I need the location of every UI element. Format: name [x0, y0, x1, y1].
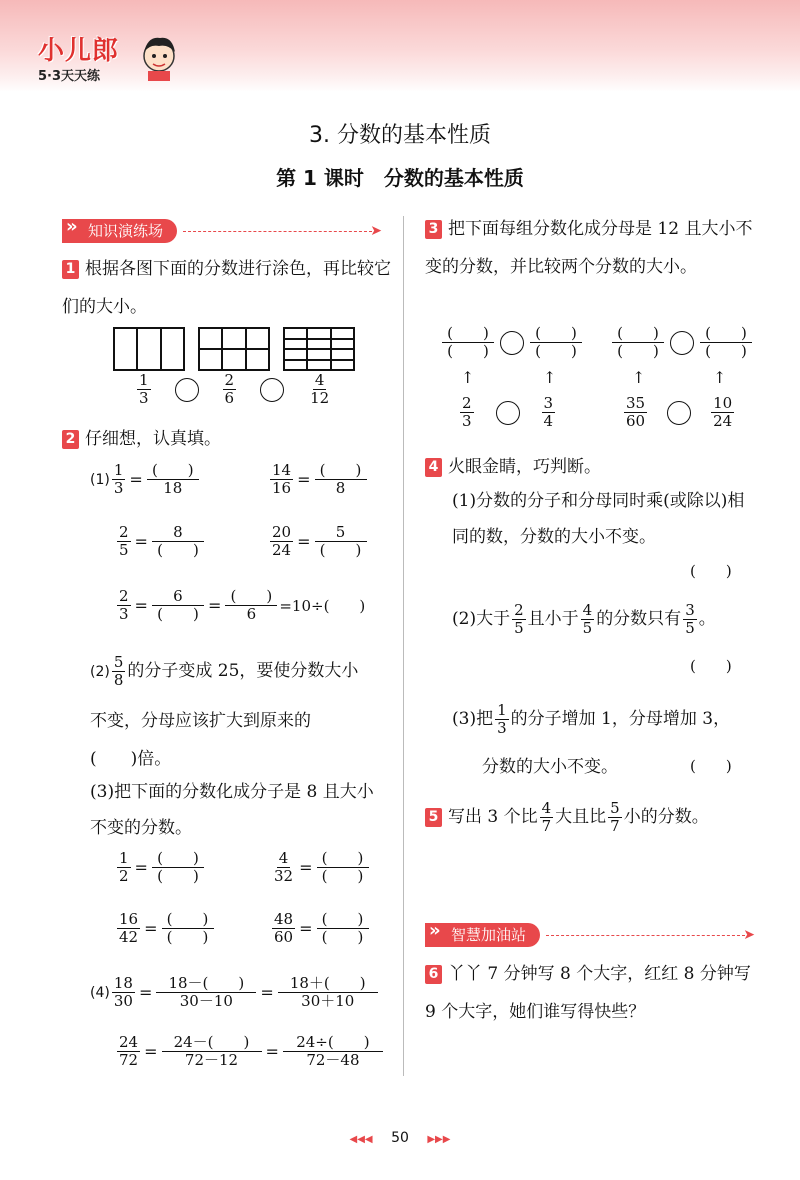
fill-blank[interactable]: $\frac{24\div( )}{72-48}$ [283, 1034, 383, 1069]
fill-blank[interactable]: $\frac{( )}{18}$ [147, 462, 199, 497]
fraction-grid-sixths[interactable] [198, 327, 270, 371]
judge-blank[interactable]: ( ) [690, 562, 732, 580]
column-divider [403, 216, 404, 1076]
fill-blank[interactable]: $\frac{5}{( )}$ [315, 524, 367, 559]
arrow-right-icon: ➤ [743, 927, 755, 943]
compare-circle[interactable] [667, 401, 691, 425]
fraction-grid-thirds[interactable] [113, 327, 185, 371]
fill-blank[interactable]: $\frac{( )}{( )}$ [442, 325, 494, 360]
q2-p2-line3[interactable]: ( )倍。 [90, 749, 172, 769]
fill-blank[interactable]: $\frac{( )}{( )}$ [612, 325, 664, 360]
question-number: 3 [425, 220, 442, 239]
arrow-up-icon: ↑ [713, 368, 727, 387]
q2-p2-line2: 不变，分母应该扩大到原来的 [90, 711, 311, 731]
question-number: 4 [425, 458, 442, 477]
fill-blank[interactable]: $\frac{8}{( )}$ [152, 524, 204, 559]
fraction: $\frac{1}{3}$ [139, 371, 149, 407]
fill-blank[interactable]: $\frac{( )}{( )}$ [530, 325, 582, 360]
q3-blank-pair-2 [610, 325, 754, 360]
arrow-up-icon: ↑ [461, 368, 475, 387]
q2-p3-text: (3)把下面的分数化成分子是 8 且大小不变的分数。 [90, 782, 374, 838]
chapter-title: 3. 分数的基本性质 [309, 123, 491, 148]
q2-p3-row2: $\frac{16}{42}$ = $\frac{( )}{( )}$ [115, 911, 216, 946]
triple-arrow-right-icon: ▶▶▶ [427, 1134, 451, 1145]
fill-blank[interactable]: $\frac{( )}{( )}$ [317, 911, 369, 946]
extension-banner-label: » 智慧加油站 [425, 923, 540, 947]
fraction-grid-twelfths[interactable] [283, 327, 355, 371]
practice-banner-label: » 知识演练场 [62, 219, 177, 243]
q2-p1-chain: $\frac{2}{3}$ = $\frac{6}{( )}$ = $\frac{( )}{6}$ =10÷( ) [119, 587, 366, 623]
arrow-up-icon: ↑ [632, 368, 646, 387]
question-2 [62, 420, 221, 458]
q2-p4-row1: (4) $\frac{18}{30}$ = $\frac{18-( )}{30-10}$ = $\frac{18+( )}{30+10}$ [90, 975, 380, 1010]
question-number: 5 [425, 808, 442, 827]
fill-blank[interactable]: $\frac{( )}{( )}$ [152, 850, 204, 885]
q2-p3-row1b: $\frac{4}{32}$ = $\frac{( )}{( )}$ [270, 850, 371, 885]
q2-p2: (2) $\frac{5}{8}$ 的分子变成 25，要使分数大小 [90, 653, 359, 689]
arrow-right-icon: ➤ [370, 223, 382, 239]
compare-circle[interactable] [500, 331, 524, 355]
judge-blank[interactable]: ( ) [690, 757, 732, 775]
q2-p3-row2b: $\frac{48}{60}$ = $\frac{( )}{( )}$ [270, 911, 371, 946]
fill-blank[interactable]: $\frac{( )}{8}$ [315, 462, 367, 497]
question-2-text: 仔细想，认真填。 [85, 429, 221, 449]
fill-blank[interactable]: $\frac{( )}{6}$ [225, 588, 277, 623]
compare-circle[interactable] [260, 378, 284, 402]
compare-circle[interactable] [670, 331, 694, 355]
fill-blank[interactable]: $\frac{18-( )}{30-10}$ [156, 975, 256, 1010]
fill-blank[interactable]: =10÷( ) [279, 597, 366, 615]
q3-pair-1: $\frac{2}{3}$ $\frac{3}{4}$ [462, 394, 554, 430]
brand-logo [38, 30, 119, 84]
compare-circle[interactable] [496, 401, 520, 425]
q2-p1-row1: (1) $\frac{1}{3}$ = $\frac{( )}{18}$ [90, 462, 201, 497]
q4-statement-2: (2)大于 $\frac{2}{5}$ 且小于 $\frac{4}{5}$ 的分数只有 $\frac{3}{5}$ 。 [452, 601, 716, 637]
q2-p1-row2b: $\frac{20}{24}$ = $\frac{5}{( )}$ [268, 524, 369, 559]
q2-p3-row1: $\frac{1}{2}$ = $\frac{( )}{( )}$ [115, 850, 206, 885]
fill-blank[interactable]: $\frac{6}{( )}$ [152, 588, 204, 623]
fraction: $\frac{2}{6}$ [224, 371, 235, 407]
question-number: 2 [62, 430, 79, 449]
page-number: 50 [391, 1130, 409, 1146]
logo-subtitle: 5·3天天练 [38, 69, 101, 84]
fill-blank[interactable]: $\frac{( )}{( )}$ [700, 325, 752, 360]
fill-blank[interactable]: $\frac{( )}{( )}$ [162, 911, 214, 946]
question-6 [425, 955, 760, 1031]
fill-blank[interactable]: $\frac{( )}{( )}$ [317, 850, 369, 885]
question-number: 1 [62, 260, 79, 279]
question-3 [425, 210, 760, 286]
extension-banner [425, 922, 755, 948]
q4-statement-1: (1)分数的分子和分母同时乘(或除以)相同的数，分数的大小不变。 [452, 491, 745, 547]
question-1 [62, 250, 392, 326]
practice-banner [62, 218, 382, 244]
q4-statement-3: (3)把 $\frac{1}{3}$ 的分子增加 1，分母增加 3， [452, 701, 731, 737]
q2-p4-row2: $\frac{24}{72}$ = $\frac{24-( )}{72-12}$ = $\frac{24\div( )}{72-48}$ [115, 1034, 385, 1069]
mascot-boy-icon [138, 30, 180, 82]
q2-p1-row1b: $\frac{14}{16}$ = $\frac{( )}{8}$ [268, 462, 369, 497]
question-4 [425, 448, 601, 486]
logo-title: 小儿郎 [38, 36, 120, 66]
question-number: 6 [425, 965, 442, 984]
fill-blank[interactable]: $\frac{24-( )}{72-12}$ [162, 1034, 262, 1069]
lesson-title: 第 1 课时 分数的基本性质 [276, 166, 524, 190]
arrow-up-icon: ↑ [543, 368, 557, 387]
compare-circle[interactable] [175, 378, 199, 402]
fraction: $\frac{4}{12}$ [310, 371, 330, 407]
q4-statement-3-line2: 分数的大小不变。 [482, 757, 618, 777]
question-3-text: 把下面每组分数化成分母是 12 且大小不变的分数，并比较两个分数的大小。 [425, 219, 753, 277]
question-6-text: 丫丫 7 分钟写 8 个大字，红红 8 分钟写 9 个大字，她们谁写得快些？ [425, 964, 751, 1022]
question-1-text: 根据各图下面的分数进行涂色，再比较它们的大小。 [62, 259, 391, 317]
q3-pair-2: $\frac{35}{60}$ $\frac{10}{24}$ [626, 394, 733, 430]
triple-arrow-left-icon: ◀◀◀ [349, 1134, 373, 1145]
q1-fraction-row [135, 372, 333, 407]
q2-p1-row2: $\frac{2}{5}$ = $\frac{8}{( )}$ [115, 524, 206, 559]
page-footer [0, 1130, 800, 1146]
judge-blank[interactable]: ( ) [690, 657, 732, 675]
q3-blank-pair-1 [440, 325, 584, 360]
header-band [0, 0, 800, 92]
question-4-text: 火眼金睛，巧判断。 [448, 457, 601, 477]
fill-blank[interactable]: $\frac{18+( )}{30+10}$ [278, 975, 378, 1010]
question-5: 5 写出 3 个比 $\frac{4}{7}$ 大且比 $\frac{5}{7}$ 小的分数。 [425, 798, 709, 836]
